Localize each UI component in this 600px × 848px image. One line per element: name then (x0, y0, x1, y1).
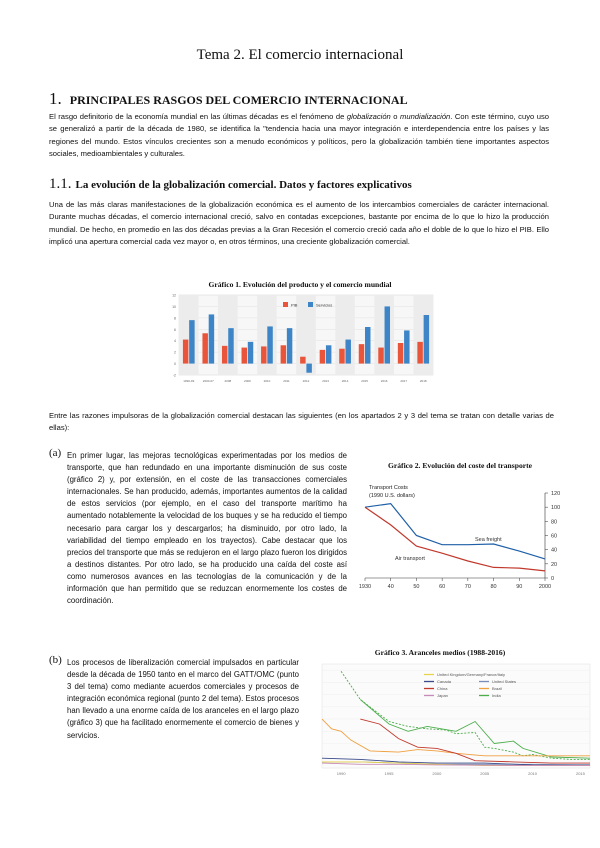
text-em: globalización (346, 112, 391, 121)
chart-1-bar-pib (261, 346, 266, 363)
chart-3-x-tick: 2010 (528, 771, 538, 776)
chart-3-legend-label: Brazil (492, 686, 503, 691)
chart-2 (355, 473, 580, 603)
section-1-title: PRINCIPALES RASGOS DEL COMERCIO INTERNACIONAL (69, 93, 408, 107)
chart-1-band (413, 295, 433, 375)
section-1-1-title: La evolución de la globalización comercial. Datos y factores explicativos (75, 179, 412, 191)
chart-3-legend-label: India (492, 693, 501, 698)
chart-1-bar-pib (242, 348, 247, 364)
section-1-1-paragraph: Una de las más claras manifestaciones de la globalización económica es el aumento de los intercambios comerciales de carácter internacional. Durante muchas décadas, el comercio internacional creció, salvo en contadas excepciones, bastante por encima de lo que lo hizo la producción mundial. De hecho, en promedio en las dos décadas previas a la Gran Recesión el comercio creció cada año el doble de lo que lo hizo el PIB. Ello implicó una apertura comercial cada vez mayor o, en otros términos, una creciente globalización comercial. (49, 200, 549, 247)
section-1-1-number: 1.1. (49, 176, 72, 192)
chart-3-x-tick: 2015 (575, 771, 585, 776)
chart-1-bar-pib (417, 342, 422, 364)
chart-3-legend-label: China (437, 686, 448, 691)
chart-2-y-tick: 60 (551, 533, 558, 540)
chart-2-line-sea-freight (365, 504, 545, 559)
text-run: El rasgo definitorio de la economía mundial en las últimas décadas es el fenómeno de (49, 112, 347, 121)
chart-1-bar-pib (202, 333, 207, 363)
item-b-text: Los procesos de liberalización comercial impulsados en particular desde la década de 1950 tanto en el marco del GATT/OMC (punto 3 del tema) como mediante acuerdos comerciales y procesos de integración económica regional (punto 2 del tema). Estos procesos han llevado a una enorme caída de los aranceles en el largo plazo (gráfico 3) que ha facilitado enormemente el comercio de bienes y servicios. (67, 658, 299, 740)
section-1-1-heading (49, 176, 412, 193)
chart-1-x-label: 2013 (322, 379, 329, 383)
chart-1-x-label: 2011 (283, 379, 290, 383)
chart-1-bar-servicios (424, 315, 429, 364)
chart-1-legend-swatch-pib (283, 302, 288, 307)
chart-1-band (218, 295, 238, 375)
chart-1-x-label: 2012 (302, 379, 310, 383)
chart-1-band (374, 295, 394, 375)
chart-1-y-tick: 8 (174, 316, 176, 321)
item-a-label: (a) (49, 447, 62, 459)
item-b-label: (b) (49, 654, 62, 666)
chart-1-bar-pib (183, 340, 188, 364)
chart-1-y-tick: 4 (174, 339, 176, 344)
chart-3-x-tick: 2000 (432, 771, 442, 776)
chart-1-bar-pib (281, 345, 286, 363)
chart-1-band (335, 295, 355, 375)
chart-2-x-tick: 70 (464, 584, 471, 590)
text-em: mundialización (400, 112, 451, 121)
chart-2-y-tick: 100 (551, 505, 561, 512)
chart-2-y-tick: 20 (551, 561, 558, 568)
chart-2-y-tick: 120 (551, 491, 561, 497)
chart-1-bar-pib (398, 343, 403, 364)
chart-1-x-label: 2000-07 (202, 379, 214, 383)
chart-1-bar-servicios (326, 345, 331, 363)
chart-2-x-tick: 90 (516, 584, 523, 590)
chart-1-bar-servicios (287, 328, 292, 363)
chart-1-band (179, 295, 199, 375)
chart-3-x-tick: 1990 (336, 771, 346, 776)
chart-3-legend-label: United States (492, 679, 517, 684)
chart-2-x-tick: 40 (387, 584, 394, 590)
chart-1-y-tick: 10 (172, 304, 176, 309)
text-run: o (390, 112, 401, 121)
chart-1-bar-pib (320, 350, 325, 364)
chart-1-legend-label: PIB (291, 302, 298, 308)
chart-2-y-tick: 40 (551, 547, 558, 554)
chart-3-title: Gráfico 3. Aranceles medios (1988-2016) (374, 648, 506, 657)
chart-1-title: Gráfico 1. Evolución del producto y el comercio mundial (208, 280, 392, 289)
chart-3-x-tick: 2005 (480, 771, 490, 776)
chart-1-legend-swatch-servicios (308, 302, 313, 307)
chart-2-x-tick: 60 (439, 584, 446, 590)
chart-1-bar-servicios (345, 340, 350, 364)
section-1-heading (49, 89, 408, 109)
chart-1-x-label: 2010 (263, 379, 271, 383)
chart-1-bar-servicios (404, 330, 409, 363)
razones-intro: Entre las razones impulsoras de la globalización comercial destacan las siguientes (en los apartados 2 y 3 del tema se tratan con detalle varias de ellas): (49, 411, 554, 433)
chart-1-bar-servicios (267, 326, 272, 363)
chart-1-x-label: 2018 (419, 379, 427, 383)
chart-1-bar-pib (222, 346, 227, 364)
chart-1-bar-servicios (306, 364, 311, 373)
chart-1-x-label: 2016 (380, 379, 388, 383)
chart-2-costs-label: (1990 U.S. dollars) (369, 493, 415, 499)
chart-3-x-tick: 1995 (384, 771, 394, 776)
chart-3-plot-area (322, 664, 590, 768)
chart-1-x-label: 1990-99 (183, 379, 195, 383)
chart-1-bar-servicios (385, 306, 390, 363)
chart-1-x-label: 2015 (361, 379, 368, 383)
chart-1-bar-pib (300, 357, 305, 364)
chart-1-bar-pib (378, 348, 383, 364)
item-a-text: En primer lugar, las mejoras tecnológicas experimentadas por los medios de transporte, que han redundado en una importante disminución de sus coste (gráfico 2) y, por extensión, en el coste de las transacciones comerciales internacionales. Se han producido, además, importantes aumentos de la calidad de estos servicios (por ejemplo, en el caso del transporte marítimo ha aumentado notablemente la velocidad de los buques y se ha reducido el tiempo necesario para cargar los y descargarlos; ha disminuido, por otro lado, la variabilidad del tiempo empleado en los trayectos). Cabe destacar que los precios del transporte que más se redujeron en el largo plazo fueron los dirigidos a destinos distantes. Por otro lado, se ha producido una caída del coste así como numerosos avances en las tecnologías de la comunicación y de la información que han permitido que se reduzcan enormemente los costes de coordinación. (67, 451, 347, 606)
chart-3-legend-label: Canada (437, 679, 452, 684)
chart-2-x-tick: 2000 (538, 584, 552, 590)
chart-1-bar-pib (339, 349, 344, 364)
chart-1-x-label: 2009 (244, 379, 251, 383)
section-1-number: 1. (49, 89, 62, 108)
chart-1-band (257, 295, 277, 375)
chart-2-title: Gráfico 2. Evolución del coste del transporte (387, 461, 533, 470)
chart-1-x-label: 2017 (400, 379, 408, 383)
chart-2-air-label: Air transport (395, 556, 425, 562)
chart-2-costs-label: Transport Costs (369, 485, 408, 491)
chart-1-x-label: 2014 (341, 379, 349, 383)
chart-1-bar-pib (359, 344, 364, 363)
chart-2-x-tick: 1930 (358, 584, 372, 590)
chart-3 (314, 660, 594, 782)
text-run: . Con este término, cuyo uso se generalizó a partir de la década de 1980, se identifica la "tendencia hacia una mayor integración e interdependencia entre los países y las regiones del mundo. Estos vínculos crecientes son a menudo económicos y políticos, pero la globalización también tiene importantes aspectos sociales, medioambientales y culturales. (49, 112, 549, 159)
chart-1-bar-servicios (189, 320, 194, 363)
chart-2-y-tick: 0 (551, 576, 555, 582)
chart-1-y-tick: 12 (172, 293, 176, 298)
document-title: Tema 2. El comercio internacional (196, 47, 404, 63)
chart-2-x-tick: 50 (413, 584, 420, 590)
chart-1-y-tick: 2 (174, 350, 176, 355)
chart-2-x-tick: 80 (490, 584, 497, 590)
chart-3-legend-label: United Kingdom/Germany/France/Italy (437, 672, 506, 677)
chart-1-bar-servicios (228, 328, 233, 363)
chart-2-line-air-transport (365, 507, 545, 571)
chart-1-bar-servicios (209, 314, 214, 363)
section-1-paragraph (49, 111, 549, 161)
chart-1-x-label: 2008 (224, 379, 232, 383)
chart-1-y-tick: 6 (174, 327, 176, 332)
chart-1-y-tick: -2 (172, 373, 176, 378)
chart-2-sea-label: Sea freight (475, 537, 502, 543)
chart-1 (165, 289, 435, 389)
chart-1-bar-servicios (365, 327, 370, 364)
chart-1-y-tick: 0 (174, 362, 176, 367)
chart-3-legend-label: Japan (437, 693, 448, 698)
chart-1-bar-servicios (248, 342, 253, 364)
chart-2-y-tick: 80 (551, 519, 558, 526)
chart-1-legend-label: Servicios (316, 302, 333, 308)
